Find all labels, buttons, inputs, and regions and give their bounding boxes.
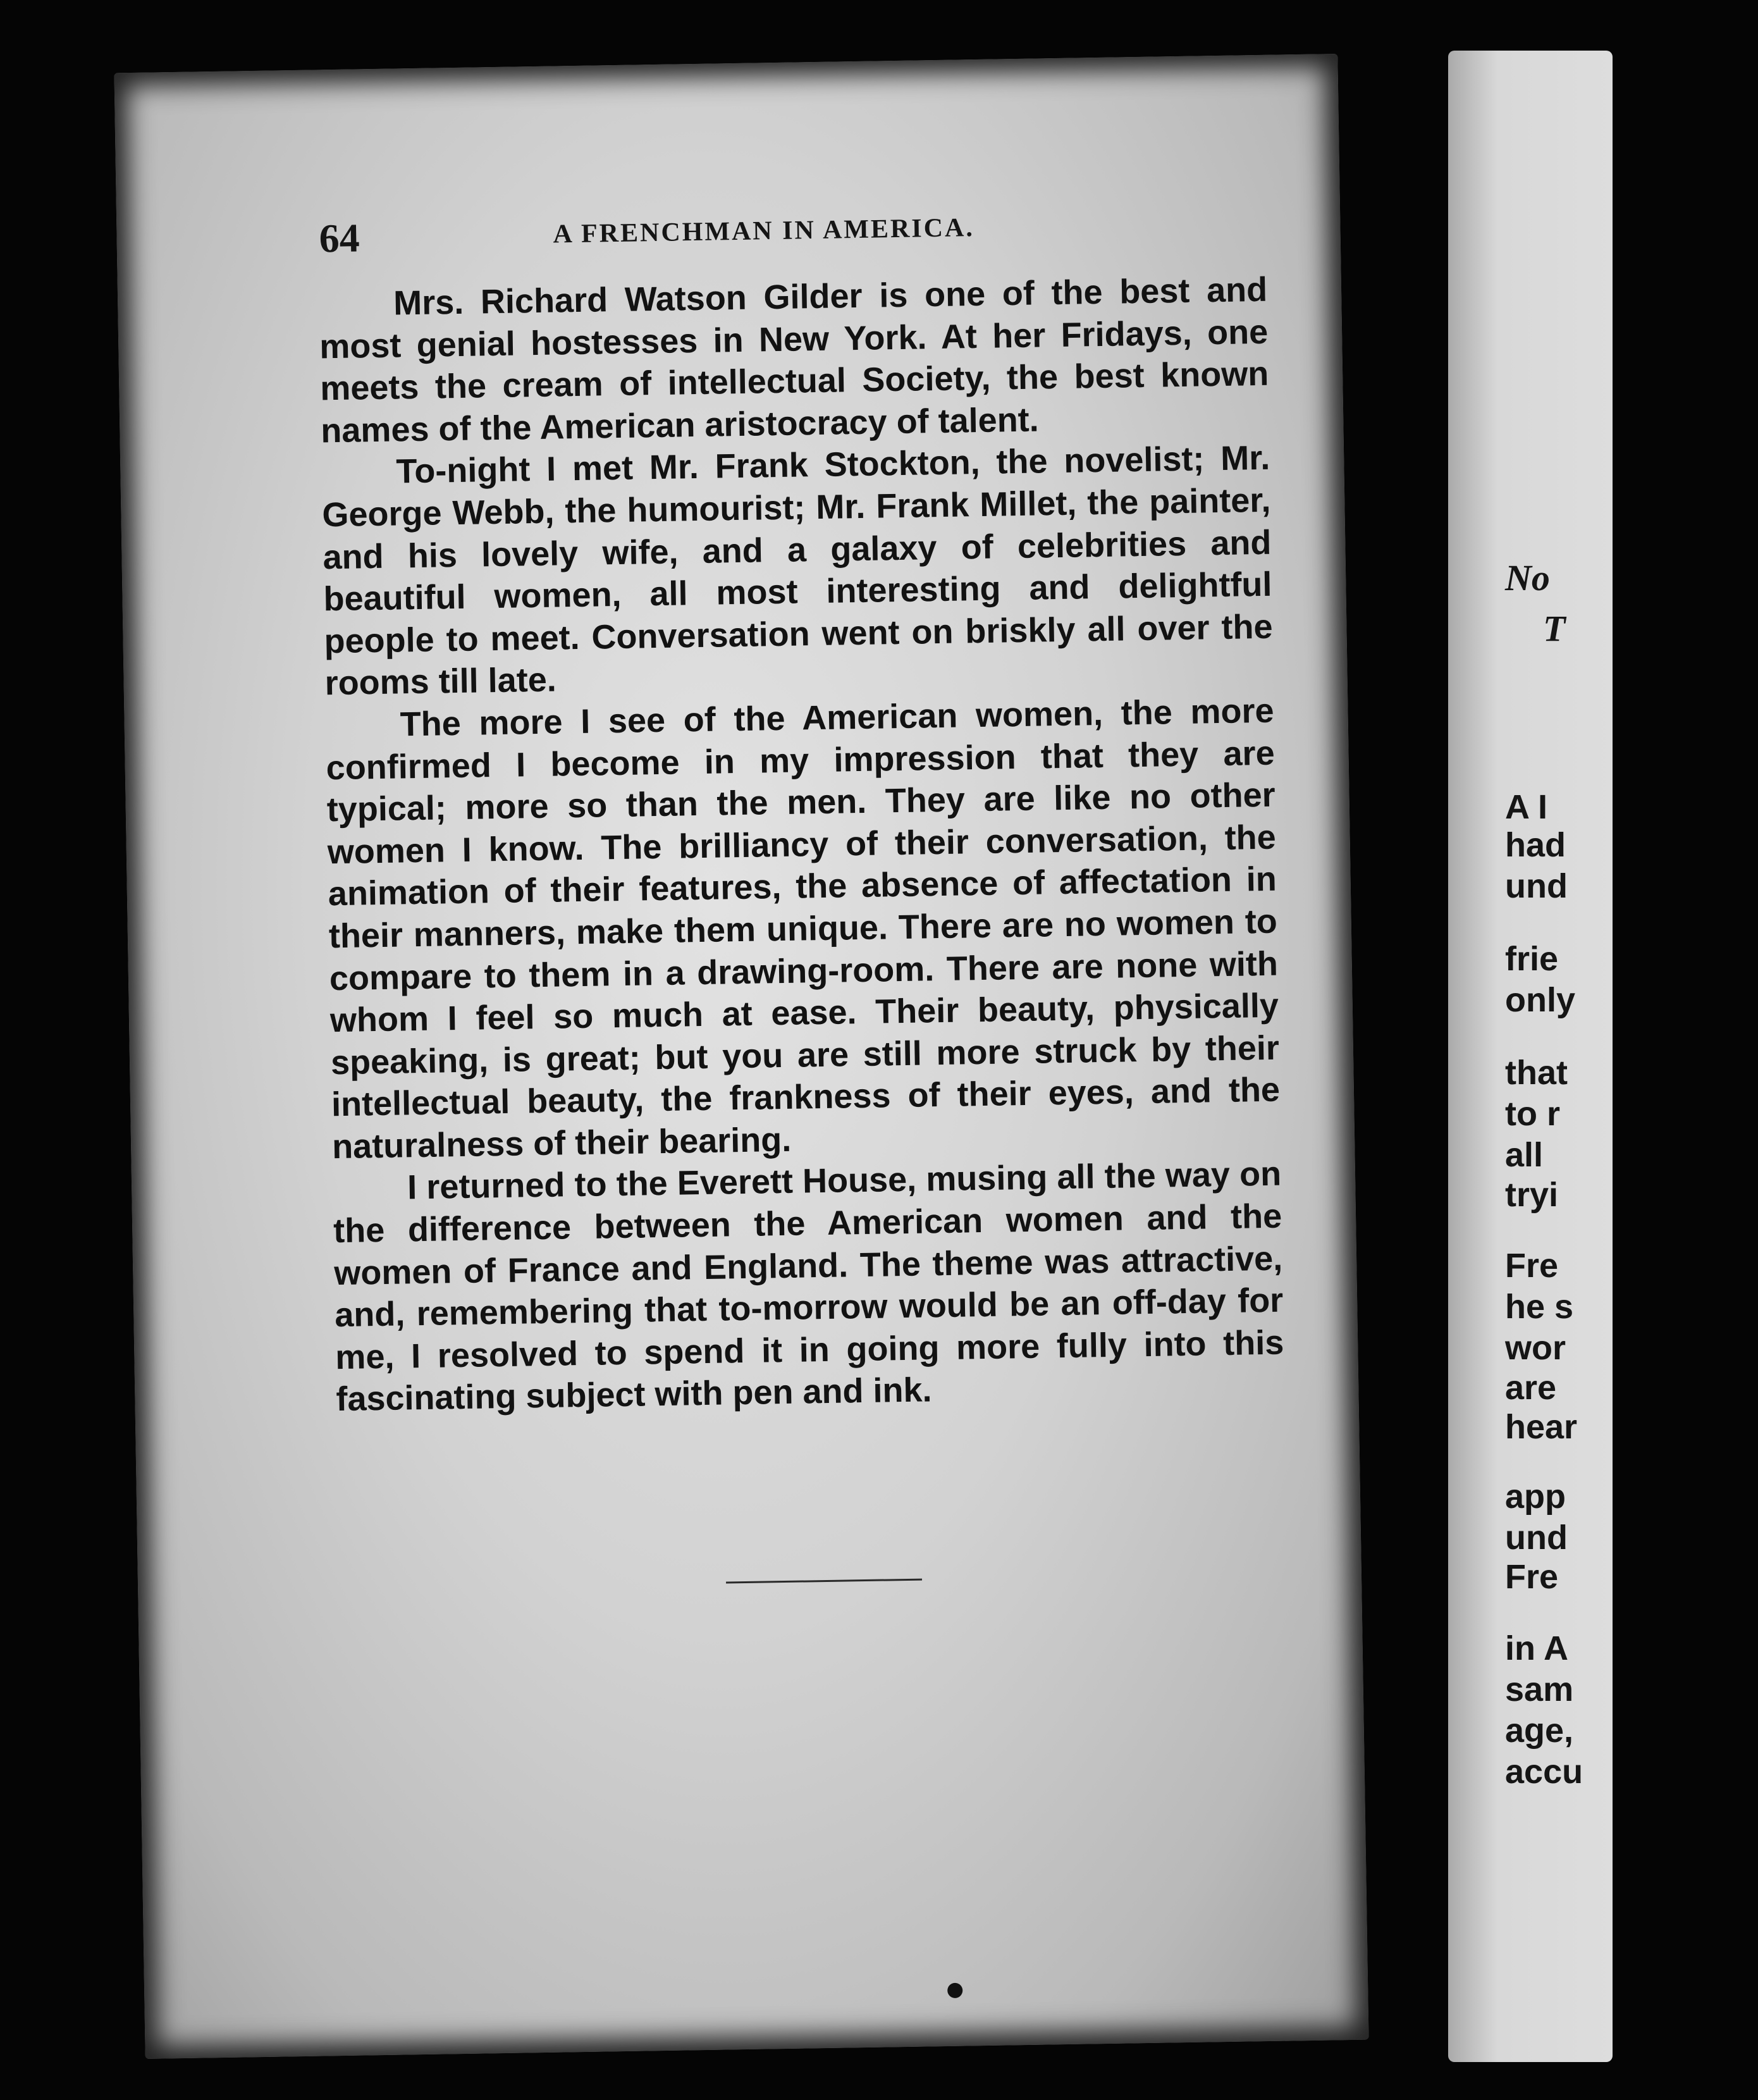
facing-page-line-fragment: only (1505, 981, 1576, 1019)
facing-page-line-fragment: sam (1505, 1671, 1574, 1708)
paragraph: I returned to the Everett House, musing all the way on the difference between the American women and the women of France and England. The theme was attractive, and, remembering that to-morrow would be an off-day for me, I resolved to spend it in going more fully into this fascinating subject with pen and ink. (333, 1155, 1284, 1419)
page-header (319, 202, 1173, 272)
paragraph: Mrs. Richard Watson Gilder is one of the best and most genial hostesses in New York. At her Fridays, one meets the cream of intellectual Society, the best known names of the American aristocracy of talent. (319, 270, 1269, 450)
facing-page-line-fragment: to r (1505, 1095, 1560, 1133)
facing-page-line-fragment: he s (1505, 1288, 1574, 1326)
facing-page-line-fragment: all (1505, 1136, 1544, 1174)
facing-page (1448, 51, 1613, 2062)
book-page (114, 54, 1368, 2059)
facing-page-line-fragment: are (1505, 1369, 1557, 1407)
paragraph: To-night I met Mr. Frank Stockton, the novelist; Mr. George Webb, the humourist; Mr. Frank Millet, the painter, and his lovely wife, and a galaxy of celebrities and beautiful women, all most interesting and delightful people to meet. Conversation went on briskly all over the rooms till late. (322, 439, 1273, 703)
facing-page-line-fragment: frie (1505, 940, 1559, 978)
paragraph: The more I see of the American women, the more confirmed I become in my impression that they are typical; more so than the men. They are like no other women I know. The brilliancy of their conversation, the animation of their features, the absence of affectation in their manners, make them unique. There are no women to compare to them in a drawing-room. There are none with whom I feel so much at ease. Their beauty, physically speaking, is great; but you are still more struck by their intellectual beauty, the frankness of their eyes, and the naturalness of their bearing. (326, 691, 1281, 1166)
facing-page-line-fragment: und (1505, 1519, 1568, 1557)
facing-page-line-fragment: app (1505, 1478, 1566, 1516)
facing-page-line-fragment: had (1505, 826, 1566, 864)
page-number: 64 (319, 215, 360, 261)
facing-page-line-fragment: A I (1505, 788, 1547, 826)
facing-page-line-fragment: hear (1505, 1408, 1578, 1446)
ink-smudge (947, 1983, 962, 1998)
body-text (319, 269, 1285, 1421)
facing-page-line-fragment: in A (1505, 1629, 1568, 1667)
facing-page-line-fragment: und (1505, 867, 1568, 905)
facing-page-heading-fragment: T (1543, 608, 1566, 649)
running-head: A FRENCHMAN IN AMERICA. (553, 213, 975, 249)
facing-page-heading-fragment: No (1505, 557, 1550, 598)
facing-page-line-fragment: age, (1505, 1712, 1574, 1750)
facing-page-line-fragment: accu (1505, 1753, 1583, 1791)
facing-page-line-fragment: Fre (1505, 1558, 1559, 1596)
facing-page-line-fragment: tryi (1505, 1176, 1559, 1214)
section-end-rule (726, 1579, 922, 1584)
facing-page-line-fragment: Fre (1505, 1247, 1559, 1285)
facing-page-line-fragment: that (1505, 1054, 1568, 1092)
facing-page-line-fragment: wor (1505, 1329, 1566, 1367)
